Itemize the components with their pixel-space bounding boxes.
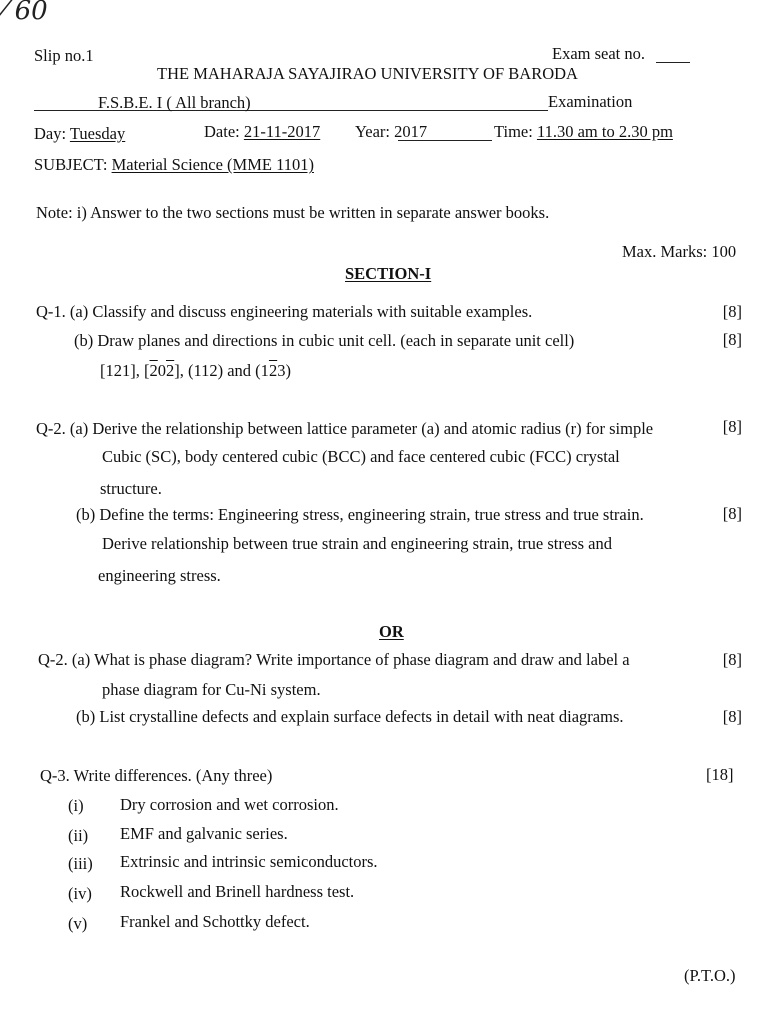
- q1-b: (b) Draw planes and directions in cubic unit cell. (each in separate unit cell): [74, 331, 575, 350]
- time-value: 11.30 am to 2.30 pm: [536, 122, 673, 141]
- date-label: Date:: [204, 122, 240, 141]
- q1-b-items: [100, 361, 291, 381]
- day-value: Tuesday: [69, 124, 126, 143]
- q1-b-items-part: ], (112) and (1: [174, 361, 269, 380]
- day-label: Day:: [34, 124, 67, 143]
- q2-b-line3: engineering stress.: [98, 566, 221, 585]
- q1-a-marks: [8]: [722, 302, 742, 321]
- year-field: [355, 122, 427, 142]
- q1-b-items-part: 2: [165, 361, 175, 380]
- note: Note: i) Answer to the two sections must be written in separate answer books.: [36, 203, 550, 222]
- q2-alt-a-marks: [8]: [722, 650, 742, 669]
- q1-b-items-part: [121], [: [100, 361, 150, 380]
- q2-a-line1: Q-2. (a) Derive the relationship between lattice parameter (a) and atomic radius (r) for simple: [36, 419, 654, 438]
- q3-item-text: Dry corrosion and wet corrosion.: [120, 795, 339, 814]
- examination-label: Examination: [548, 92, 633, 111]
- university-name: THE MAHARAJA SAYAJIRAO UNIVERSITY OF BARODA: [157, 64, 578, 83]
- q2-b-line1: (b) Define the terms: Engineering stress, engineering strain, true stress and true strain.: [76, 505, 644, 524]
- q2-a-line3: structure.: [100, 479, 162, 498]
- q2-b-line2: Derive relationship between true strain and engineering strain, true stress and: [102, 534, 612, 553]
- q1-b-marks: [8]: [722, 330, 742, 349]
- year-value: 2017: [394, 122, 428, 141]
- q1-b-items-part: 0: [157, 361, 166, 380]
- handwritten-mark: ⁄ 60: [2, 0, 48, 26]
- slip-number: Slip no.1: [34, 46, 94, 65]
- subject-field: [34, 155, 314, 175]
- q3-item-num: (v): [68, 914, 88, 933]
- q3-item-num: (i): [68, 796, 84, 815]
- q1-b-items-part: 2: [268, 361, 278, 380]
- q2-alt-b-marks: [8]: [722, 707, 742, 726]
- date-value: 21-11-2017: [243, 122, 321, 141]
- q3-item-text: Rockwell and Brinell hardness test.: [120, 882, 355, 901]
- q1-a: Q-1. (a) Classify and discuss engineering materials with suitable examples.: [36, 302, 533, 321]
- year-underline: [398, 140, 492, 141]
- max-marks: Max. Marks: 100: [622, 242, 737, 261]
- q2-alt-a-line2: phase diagram for Cu-Ni system.: [102, 680, 321, 699]
- time-label: Time:: [494, 122, 533, 141]
- q2-alt-a-line1: Q-2. (a) What is phase diagram? Write importance of phase diagram and draw and label a: [38, 650, 630, 669]
- q2-a-line2: Cubic (SC), body centered cubic (BCC) and face centered cubic (FCC) crystal: [102, 447, 620, 466]
- q3-item-text: EMF and galvanic series.: [120, 824, 288, 843]
- exam-seat-label: Exam seat no.: [552, 44, 646, 63]
- subject-value: Material Science (MME 1101): [111, 155, 314, 174]
- date-field: [204, 122, 320, 142]
- q1-b-items-part: 3): [277, 361, 291, 380]
- pto-label: (P.T.O.): [684, 966, 736, 985]
- q3-item-text: Frankel and Schottky defect.: [120, 912, 310, 931]
- day-field: [34, 124, 125, 144]
- q3-title: Q-3. Write differences. (Any three): [40, 766, 273, 785]
- q3-item-num: (iv): [68, 884, 92, 903]
- q3-marks: [18]: [706, 765, 734, 784]
- time-field: [494, 122, 673, 142]
- q2-a-marks: [8]: [722, 417, 742, 436]
- exam-name: F.S.B.E. I ( All branch): [98, 93, 251, 112]
- q3-item-num: (ii): [68, 826, 89, 845]
- exam-seat-blank: [656, 62, 690, 63]
- q2-alt-b: (b) List crystalline defects and explain surface defects in detail with neat diagrams.: [76, 707, 624, 726]
- year-label: Year:: [355, 122, 390, 141]
- section-title: SECTION-I: [345, 264, 432, 283]
- or-divider: OR: [379, 622, 404, 641]
- q1-b-items-part: 2: [149, 361, 158, 380]
- q2-b-marks: [8]: [722, 504, 742, 523]
- subject-label: SUBJECT:: [34, 155, 108, 174]
- q3-item-text: Extrinsic and intrinsic semiconductors.: [120, 852, 378, 871]
- q3-item-num: (iii): [68, 854, 93, 873]
